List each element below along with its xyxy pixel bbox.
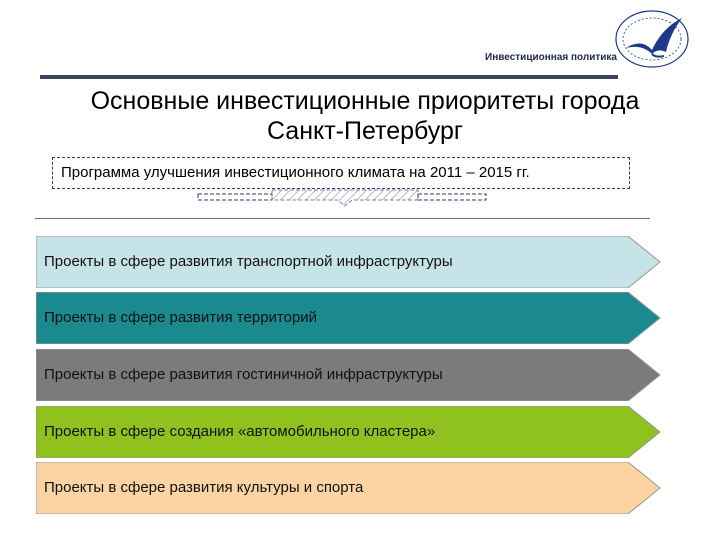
page-title-line-1: Основные инвестиционные приоритеты города bbox=[90, 87, 640, 115]
project-band-transport bbox=[36, 236, 662, 288]
project-band-auto-cluster bbox=[36, 406, 662, 458]
section-divider bbox=[35, 218, 650, 219]
program-connector bbox=[190, 188, 490, 210]
bird-emblem-icon bbox=[612, 8, 692, 70]
project-band-label: Проекты в сфере развития транспортной инфраструктуры bbox=[44, 253, 453, 270]
program-box: Программа улучшения инвестиционного климата на 2011 – 2015 гг. bbox=[52, 157, 630, 189]
page-title-line-2: Санкт-Петербург bbox=[266, 117, 464, 145]
page-title bbox=[40, 86, 690, 146]
project-band-label: Проекты в сфере развития культуры и спорта bbox=[44, 479, 364, 496]
project-band-hotels bbox=[36, 349, 662, 401]
project-band-label: Проекты в сфере развития территорий bbox=[44, 309, 318, 326]
project-band-territories bbox=[36, 292, 662, 344]
project-band-label: Проекты в сфере создания «автомобильного кластера» bbox=[44, 423, 436, 440]
project-band-culture-sport bbox=[36, 462, 662, 514]
section-label: Инвестиционная политика bbox=[485, 52, 617, 63]
project-band-label: Проекты в сфере развития гостиничной инфраструктуры bbox=[44, 366, 443, 383]
header-rule bbox=[40, 75, 618, 79]
